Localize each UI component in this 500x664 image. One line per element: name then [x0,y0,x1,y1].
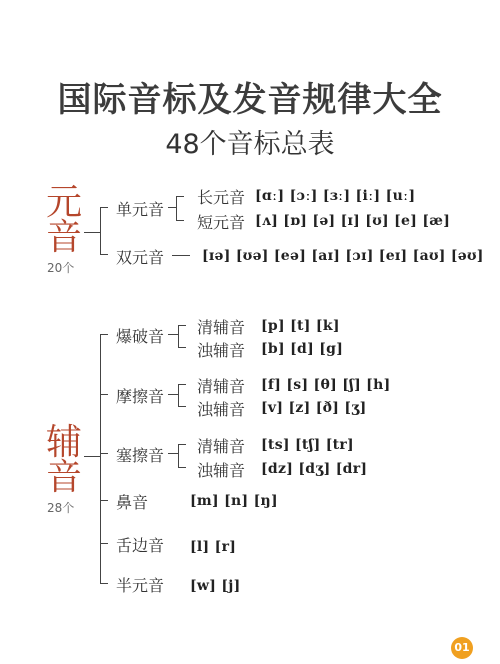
nasal-label: 鼻音 [116,493,149,512]
affricate-bracket-bottom [178,467,186,468]
affricate-branch [100,453,108,454]
consonant-heading-char1: 辅 [46,422,83,463]
semivowel-label: 半元音 [116,576,165,595]
monophthong-bracket-top [176,196,184,197]
page-number-badge: 01 [451,637,473,659]
vowel-bracket [100,207,101,255]
affricate-bracket-top [178,444,186,445]
plosive-voiced-label: 浊辅音 [197,341,246,360]
plosive-voiced-symbols: [b] [d] [g] [261,341,344,357]
short-vowel-symbols: [ʌ] [ɒ] [ə] [ɪ] [ʊ] [e] [æ] [255,213,451,229]
vowel-bracket-bottom [100,254,108,255]
vowel-heading-char1: 元 [46,182,83,223]
fricative-label: 摩擦音 [116,387,165,406]
fricative-bracket-top [178,384,186,385]
page-subtitle: 48个音标总表 [165,129,335,160]
fricative-voiceless-label: 清辅音 [197,377,246,396]
plosive-bracket-bottom [178,347,186,348]
affricate-voiced-symbols: [dz] [dʒ] [dr] [261,461,368,477]
plosive-bracket-top [178,325,186,326]
vowel-connector [84,232,100,233]
fricative-voiced-label: 浊辅音 [197,400,246,419]
vowel-bracket-top [100,207,108,208]
affricate-connector [168,453,178,454]
plosive-label: 爆破音 [116,327,165,346]
monophthong-label: 单元音 [116,200,165,219]
vowel-count: 20个 [47,261,75,275]
lateral-symbols: [l] [r] [190,539,237,555]
nasal-symbols: [m] [n] [ŋ] [190,493,278,509]
diphthong-symbols: [ɪə] [ʊə] [eə] [aɪ] [ɔɪ] [eɪ] [aʊ] [əʊ] [202,248,484,264]
semivowel-symbols: [w] [j] [190,578,241,594]
lateral-branch [100,543,108,544]
fricative-bracket-bottom [178,406,186,407]
plosive-connector [168,334,178,335]
diphthong-connector [172,255,190,256]
plosive-bracket [178,325,179,348]
monophthong-connector [168,207,176,208]
affricate-voiceless-symbols: [ts] [tʃ] [tr] [261,437,354,453]
monophthong-bracket [176,196,177,221]
consonant-connector [84,456,100,457]
fricative-voiceless-symbols: [f] [s] [θ] [ʃ] [h] [261,377,391,393]
consonant-count: 28个 [47,501,75,515]
vowel-heading-char2: 音 [46,217,83,258]
long-vowel-label: 长元音 [197,188,246,207]
long-vowel-symbols: [ɑː] [ɔː] [ɜː] [iː] [uː] [255,188,416,204]
diphthong-label: 双元音 [116,248,165,267]
consonant-bracket [100,334,101,583]
fricative-connector [168,394,178,395]
fricative-bracket [178,384,179,407]
monophthong-bracket-bottom [176,220,184,221]
plosive-voiceless-label: 清辅音 [197,318,246,337]
affricate-bracket [178,444,179,468]
plosive-voiceless-symbols: [p] [t] [k] [261,318,340,334]
page-title: 国际音标及发音规律大全 [57,80,443,120]
consonant-heading-char2: 音 [46,457,83,498]
plosive-branch [100,334,108,335]
nasal-branch [100,500,108,501]
affricate-voiceless-label: 清辅音 [197,437,246,456]
short-vowel-label: 短元音 [197,213,246,232]
lateral-label: 舌边音 [116,536,165,555]
fricative-voiced-symbols: [v] [z] [ð] [ʒ] [261,400,367,416]
semivowel-branch [100,583,108,584]
affricate-label: 塞擦音 [116,446,165,465]
fricative-branch [100,394,108,395]
affricate-voiced-label: 浊辅音 [197,461,246,480]
